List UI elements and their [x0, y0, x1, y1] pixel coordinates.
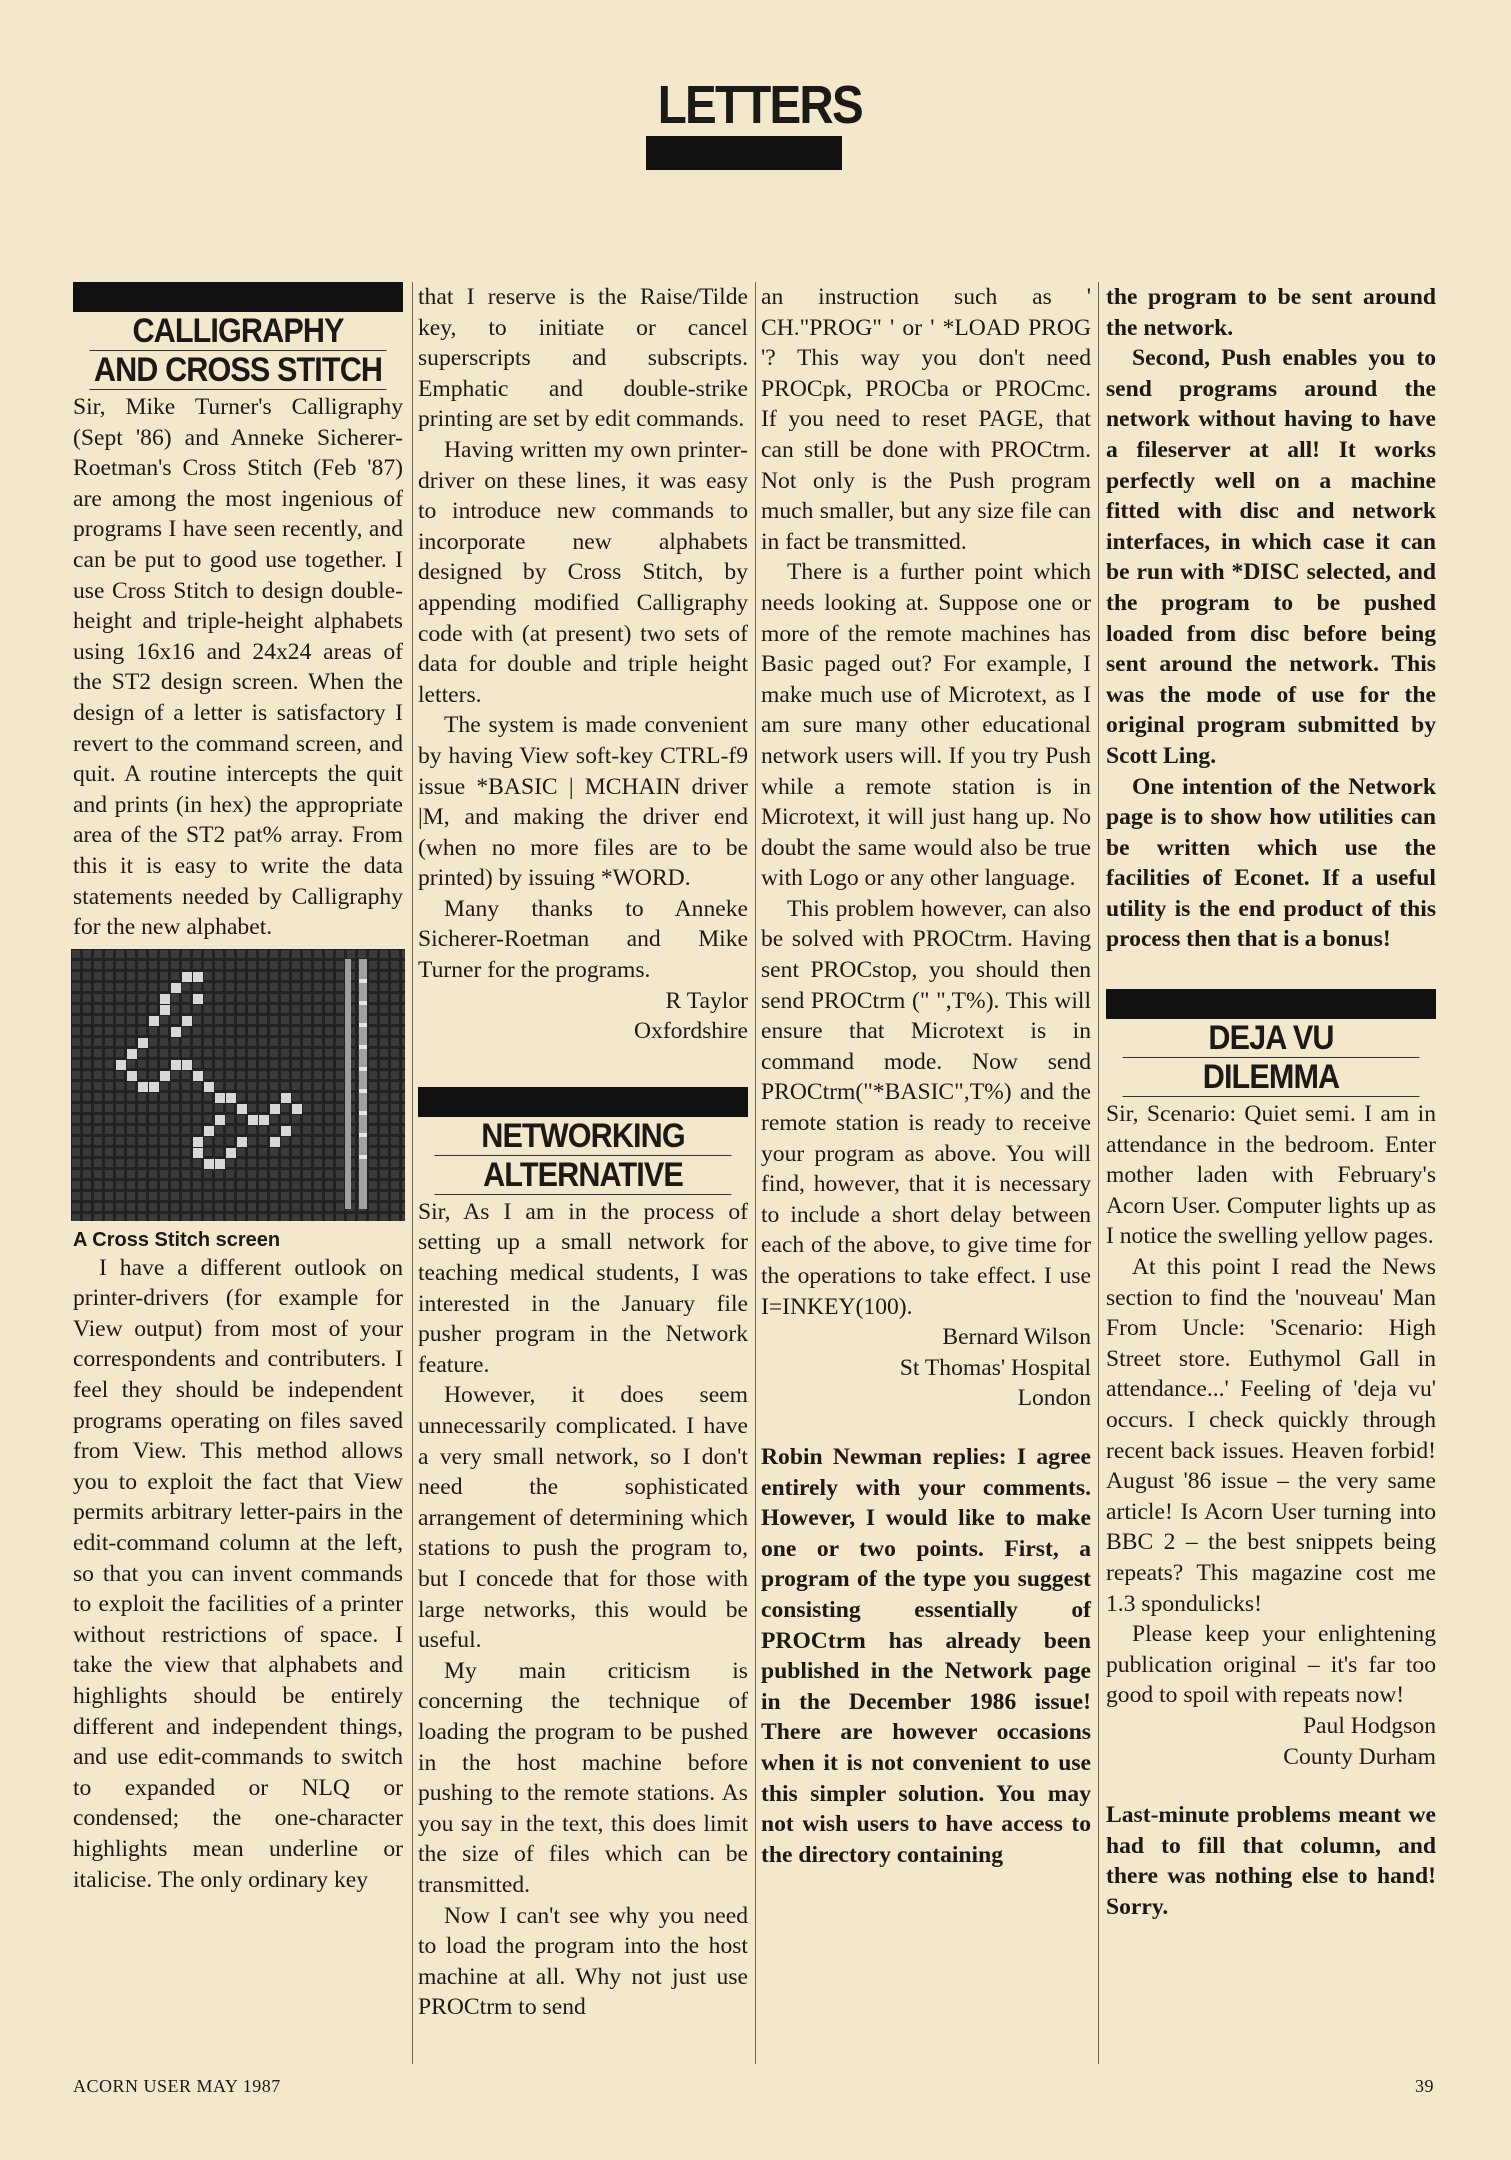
heading-line: AND CROSS STITCH: [90, 351, 387, 390]
heading-bar: [73, 282, 403, 312]
paragraph: that I reserve is the Raise/Tilde key, to initiate or cancel superscripts and subscripts. Emphatic and double-strike printing are set by edit commands.: [418, 284, 748, 433]
heading-line: DEJA VU: [1123, 1019, 1420, 1058]
heading-line: ALTERNATIVE: [435, 1156, 732, 1195]
column-1: [73, 282, 403, 1895]
heading-deja-vu: [1106, 989, 1436, 1097]
heading-bar: [418, 1087, 748, 1117]
paragraph: Having written my own printer-driver on these lines, it was easy to introduce new commands to incorporate new alphabets designed by Cross Stitch, by appending modified Calligraphy code with (at present) two sets of data for double and triple height letters.: [418, 436, 748, 708]
paragraph: Many thanks to Anneke Sicherer-Roetman and Mike Turner for the programs.: [418, 895, 748, 984]
editor-reply: Second, Push enables you to send programs around the network without having to have a fileserver at all! It works perfectly well on a machine fitted with disc and network interfaces, in which case it can be run with *DISC selected, and the program to be pushed loaded from disc before being sent around the network. This was the mode of use for the original program submitted by Scott Ling.: [1106, 345, 1436, 769]
column-rule: [755, 282, 756, 2064]
masthead: [646, 75, 862, 170]
signature-place: Oxfordshire: [633, 1018, 748, 1045]
column-rule: [1098, 282, 1099, 2064]
signature-place: County Durham: [1283, 1743, 1436, 1770]
heading-networking: [418, 1087, 748, 1195]
section-title: LETTERS: [657, 75, 862, 135]
footer-issue: ACORN USER MAY 1987: [73, 2076, 281, 2096]
figure-caption: A Cross Stitch screen: [73, 1228, 281, 1251]
spacer: [1106, 955, 1436, 989]
heading-line: CALLIGRAPHY: [90, 312, 387, 351]
column-3: [761, 282, 1091, 1870]
paragraph: Sir, As I am in the process of setting up a small network for teaching medical students, I was interested in the January file pusher program in the Network feature.: [418, 1198, 748, 1378]
heading-line: NETWORKING: [435, 1117, 732, 1156]
column-2: [418, 282, 748, 2023]
spacer: [1106, 1772, 1436, 1800]
paragraph: an instruction such as ' CH."PROG" ' or ' *LOAD PROG '? This way you don't need PROCpk, PROCba or PROCmc. If you need to reset PAGE, that can still be done with PROCtrm. Not only is the Push program much smaller, but any size file can in fact be transmitted.: [761, 284, 1091, 555]
paragraph: This problem however, can also be solved with PROCtrm. Having sent PROCstop, you should then send PROCtrm (" ",T%). This will ensure that Microtext is in command mode. Now send PROCtrm("*BASIC",T%) and the remote station is ready to receive your program as above. You will find, however, that it is necessary to include a short delay between each of the above, to give time for the operations to take effect. I use I=INKEY(100).: [761, 895, 1091, 1320]
spacer: [418, 1047, 748, 1087]
paragraph: Sir, Mike Turner's Calligraphy (Sept '86) and Anneke Sicherer-Roetman's Cross Stitch (Feb '87) are among the most ingenious of programs I have seen recently, and can be put to good use together. I use Cross Stitch to design double-height and triple-height alphabets using 16x16 and 24x24 areas of the ST2 design screen. When the design of a letter is satisfactory I revert to the command screen, and quit. A routine intercepts the quit and prints (in hex) the appropriate area of the ST2 pat% array. From this it is easy to write the data statements needed by Calligraphy for the new alphabet.: [73, 394, 403, 941]
signature-name: Bernard Wilson: [942, 1324, 1091, 1351]
cross-stitch-grid-graphic: [71, 949, 405, 1221]
heading-bar: [1106, 989, 1436, 1019]
paragraph: My main criticism is concerning the technique of loading the program to be pushed in the host machine before pushing to the remote stations. As you say in the text, this does limit the size of files which can be transmitted.: [418, 1657, 748, 1898]
signature-name: R Taylor: [665, 987, 748, 1014]
paragraph: Now I can't see why you need to load the program into the host machine at all. Why not just use PROCtrm to send: [418, 1902, 748, 2021]
cross-stitch-screen-image: [71, 949, 405, 1221]
editor-reply: One intention of the Network page is to show how utilities can be written which use the facilities of Econet. If a useful utility is the end product of this process then that is a bonus!: [1106, 773, 1436, 953]
editor-reply: Last-minute problems meant we had to fill that column, and there was nothing else to hand! Sorry.: [1106, 1802, 1436, 1920]
signature-place: London: [1017, 1385, 1091, 1412]
signature-place: St Thomas' Hospital: [899, 1354, 1091, 1381]
paragraph: Sir, Scenario: Quiet semi. I am in attendance in the bedroom. Enter mother laden with February's Acorn User. Computer lights up as I notice the swelling yellow pages.: [1106, 1101, 1436, 1250]
editor-reply: Robin Newman replies: I agree entirely with your comments. However, I would like to make one or two points. First, a program of the type you suggest consisting essentially of PROCtrm has already been published in the Network page in the December 1986 issue! There are however occasions when it is not convenient to use this simpler solution. You may not wish users to have access to the directory containing: [761, 1443, 1091, 1868]
heading-calligraphy: [73, 282, 403, 390]
paragraph: The system is made convenient by having View soft-key CTRL-f9 issue *BASIC | MCHAIN driver |M, and making the driver end (when no more files are to be printed) by issuing *WORD.: [418, 712, 748, 892]
paragraph: I have a different outlook on printer-drivers (for example for View output) from most of your correspondents and contributers. I feel they should be independent programs operating on files saved from View. This method allows you to exploit the fact that View permits arbitrary letter-pairs in the edit-command column at the left, so that you can invent commands to exploit the facilities of a printer without restrictions of space. I take the view that alphabets and highlights should be entirely different and independent things, and use edit-commands to switch to expanded or NLQ or condensed; the one-character highlights mean underline or italicise. The only ordinary key: [73, 1254, 403, 1893]
masthead-bar: [646, 136, 842, 170]
paragraph: There is a further point which needs looking at. Suppose one or more of the remote machines has Basic paged out? For example, I make much use of Microtext, as I am sure many other educational network users will. If you try Push while a remote station is in Microtext, it will just hang up. No doubt the same would also be true with Logo or any other language.: [761, 559, 1091, 892]
paragraph: Please keep your enlightening publication original – it's far too good to spoil with repeats now!: [1106, 1621, 1436, 1709]
column-rule: [412, 282, 413, 2064]
column-4: [1106, 282, 1436, 1923]
heading-line: DILEMMA: [1123, 1058, 1420, 1097]
paragraph: However, it does seem unnecessarily complicated. I have a very small network, so I don't need the sophisticated arrangement of determining which stations to push the program to, but I concede that for those with large networks, this would be useful.: [418, 1382, 748, 1654]
footer-page-number: 39: [1415, 2076, 1434, 2096]
spacer: [761, 1414, 1091, 1442]
paragraph: At this point I read the News section to find the 'nouveau' Man From Uncle: 'Scenario: High Street store. Euthymol Gall in attendance...' Feeling of 'deja vu' occurs. I check quickly through recent back issues. Heaven forbid! August '86 issue – the very same article! Is Acorn User turning into BBC 2 – the best snippets being repeats? This magazine cost me 1.3 spondulicks!: [1106, 1254, 1436, 1617]
signature-name: Paul Hodgson: [1302, 1712, 1436, 1739]
editor-reply: the program to be sent around the network.: [1106, 284, 1436, 341]
